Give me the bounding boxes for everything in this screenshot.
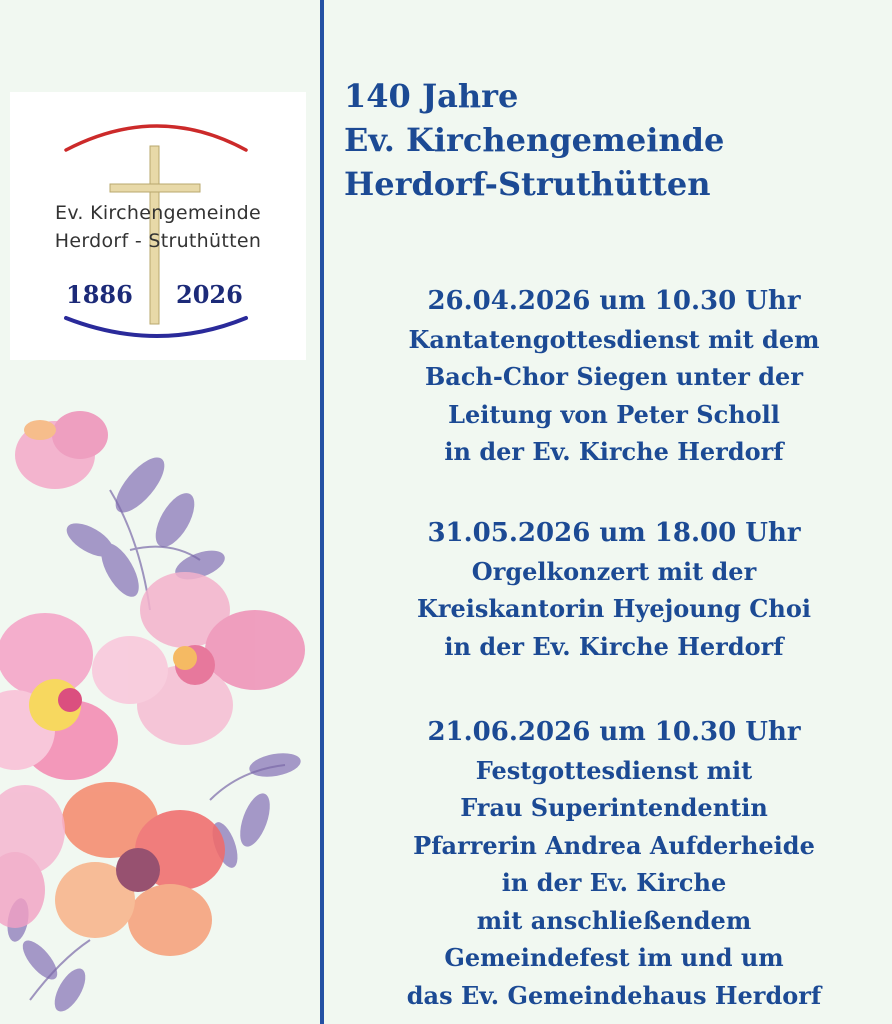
pink-flower-large <box>92 572 305 745</box>
logo-graphic <box>10 92 306 360</box>
event-line: Bach-Chor Siegen unter der <box>425 362 803 391</box>
event-line: mit anschließendem <box>476 905 752 935</box>
event-line: Pfarrerin Andrea Aufderheide <box>413 830 815 860</box>
event-line: Gemeindefest im und um <box>444 943 784 972</box>
event-date: 31.05.2026 um 18.00 Uhr <box>427 518 801 548</box>
event-line: das Ev. Gemeindehaus Herdorf <box>406 980 822 1010</box>
event-block-2 <box>340 515 888 665</box>
event-line: in der Ev. Kirche Herdorf <box>444 631 784 661</box>
event-line: in der Ev. Kirche Herdorf <box>444 437 784 466</box>
logo-year-end: 2026 <box>176 280 243 309</box>
event-line: Leitung von Peter Scholl <box>448 399 780 429</box>
logo-year-start: 1886 <box>66 280 133 309</box>
title-line1: 140 Jahre <box>344 77 519 115</box>
event-line: Kantatengottesdienst mit dem <box>408 324 820 354</box>
church-logo <box>10 92 306 360</box>
title-line3: Herdorf-Struthütten <box>344 165 711 203</box>
event-line: Kreiskantorin Hyejoung Choi <box>417 594 811 623</box>
event-date: 21.06.2026 um 10.30 Uhr <box>427 717 801 747</box>
yellow-pink-flower <box>0 613 118 780</box>
event-line: Frau Superintendentin <box>460 793 768 822</box>
page-title <box>344 74 884 206</box>
logo-text-line2: Herdorf - Struthütten <box>54 230 262 252</box>
event-line: Orgelkonzert mit der <box>471 556 757 586</box>
pink-flower-bottom <box>0 785 65 928</box>
event-line: in der Ev. Kirche <box>501 868 727 897</box>
event-block-3 <box>340 714 888 1014</box>
title-line2: Ev. Kirchengemeinde <box>344 121 725 159</box>
vertical-divider <box>320 0 324 1024</box>
event-block-1 <box>340 283 888 471</box>
logo-text-line1: Ev. Kirchengemeinde <box>55 202 261 224</box>
watercolor-flowers-decoration <box>0 400 320 1024</box>
coral-flower <box>55 782 225 956</box>
pink-flower-top <box>15 411 108 489</box>
event-date: 26.04.2026 um 10.30 Uhr <box>427 286 801 316</box>
event-line: Festgottesdienst mit <box>475 755 753 785</box>
